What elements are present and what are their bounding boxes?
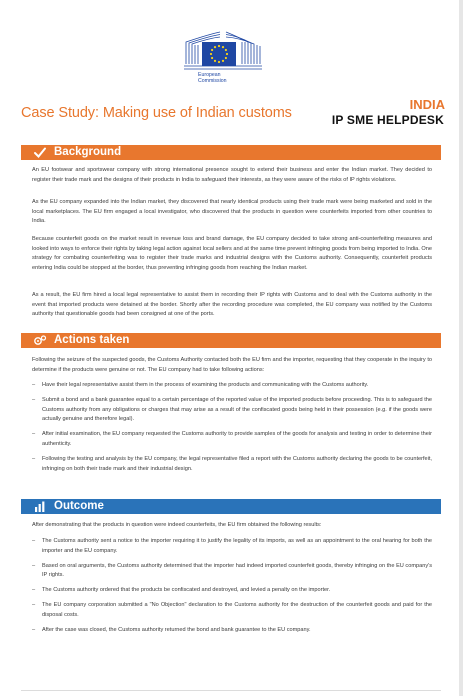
outcome-heading: Outcome — [54, 500, 104, 512]
bar-chart-icon — [33, 500, 47, 513]
eu-flag-icon — [202, 42, 236, 66]
outcome-item: – The Customs authority ordered that the products be confiscated and destroyed, and levied a penalty on the importer. — [32, 586, 432, 596]
outcome-item: – The EU company corporation submitted a "No Objection" declaration to the Customs authority for the destruction of the counterfeit goods and paid for the disposal costs. — [32, 601, 432, 620]
actions-item: – Have their legal representative assist them in the process of examining the products and communicating with the Customs authority. — [32, 381, 432, 391]
country-label: INDIA — [409, 97, 445, 112]
page-title: Case Study: Making use of Indian customs — [21, 105, 292, 121]
outcome-item: – Based on oral arguments, the Customs authority determined that the importer had indeed imported counterfeit goods, thereby infringing on the EU company's IP rights. — [32, 562, 432, 581]
outcome-heading-bar — [21, 499, 441, 514]
actions-intro: Following the seizure of the suspected goods, the Customs Authority contacted both the EU firm and the importer, requesting that they cooperate in the inquiry to determine if the products were genuine or not. The EU company had to take following actions: — [32, 357, 432, 373]
background-paragraph-1: An EU footwear and sportswear company with strong international presence sought to extend their business and enter the Indian market. They decided to register their trade mark and the designs of their products in India to safeguard their interests, as they were aware of the risks of IP rights violations. — [32, 167, 432, 183]
outcome-item: – After the case was closed, the Customs authority returned the bond and bank guarantee to the EU company. — [32, 626, 432, 636]
outcome-item: – The Customs authority sent a notice to the importer requiring it to justify the legality of its imports, as well as an appointment to the oral hearing for both the importer and the EU company. — [32, 537, 432, 556]
background-paragraph-4: As a result, the EU firm hired a local legal representative to assist them in recording their IP rights with Customs and to deal with the Customs authority in the event that imported products were detained at the border. Shortly after the recording procedure was completed, the EU company was notified by the Customs authority that questionable goods had been consigned at one of the ports. — [32, 292, 432, 318]
actions-heading-bar — [21, 333, 441, 348]
actions-heading: Actions taken — [54, 334, 130, 346]
actions-list — [32, 381, 432, 480]
gears-icon — [33, 334, 47, 347]
actions-item: – Following the testing and analysis by the EU company, the legal representative filed a report with the Customs authority declaring the goods to be counterfeit, infringing on both their trade mark and their industrial design. — [32, 455, 432, 474]
logo-label — [198, 72, 258, 84]
helpdesk-label: IP SME HELPDESK — [331, 113, 444, 127]
background-heading-bar — [21, 145, 441, 160]
outcome-intro: After demonstrating that the products in question were indeed counterfeits, the EU firm obtained the following results: — [32, 522, 322, 528]
actions-item: – After initial examination, the EU company requested the Customs authority to provide samples of the goods for analysis and testing in order to determine their authenticity. — [32, 430, 432, 449]
logo-line-2: Commission — [198, 78, 227, 84]
footer-divider — [21, 690, 441, 691]
background-paragraph-2: As the EU company expanded into the Indian market, they discovered that nearly identical products using their trade mark were being marketed and sold in the local marketplaces. The EU firm engaged a local investigator, who discovered that the products in question were counterfeits imported from other countries to India. — [32, 199, 432, 225]
outcome-list — [32, 537, 432, 641]
actions-item: – Submit a bond and a bank guarantee equal to a certain percentage of the reported value of the imported products before proceeding. This is to safeguard the Customs authority from any obligations or charges that may arise as a result of the confiscated goods being held in their possession (e.g. if the goods were actually genuine and therefore legal). — [32, 396, 432, 425]
checkmark-icon — [33, 146, 47, 159]
background-paragraph-3: Because counterfeit goods on the market result in revenue loss and brand damage, the EU company decided to take strong anti-counterfeiting measures and looked into ways to enforce their rights by taking legal action against local sellers and at the same time prevent infringing goods from being imported to India. One strategy for combating counterfeiting was to register their trade marks and industrial designs with the Customs authority. Consequently, counterfeit products entering India could be stopped at the border, thus preventing infringing goods from reaching the Indian market. — [32, 236, 432, 271]
logo-line-1: European — [198, 72, 221, 78]
background-heading: Background — [54, 146, 122, 158]
european-commission-logo — [180, 28, 266, 86]
